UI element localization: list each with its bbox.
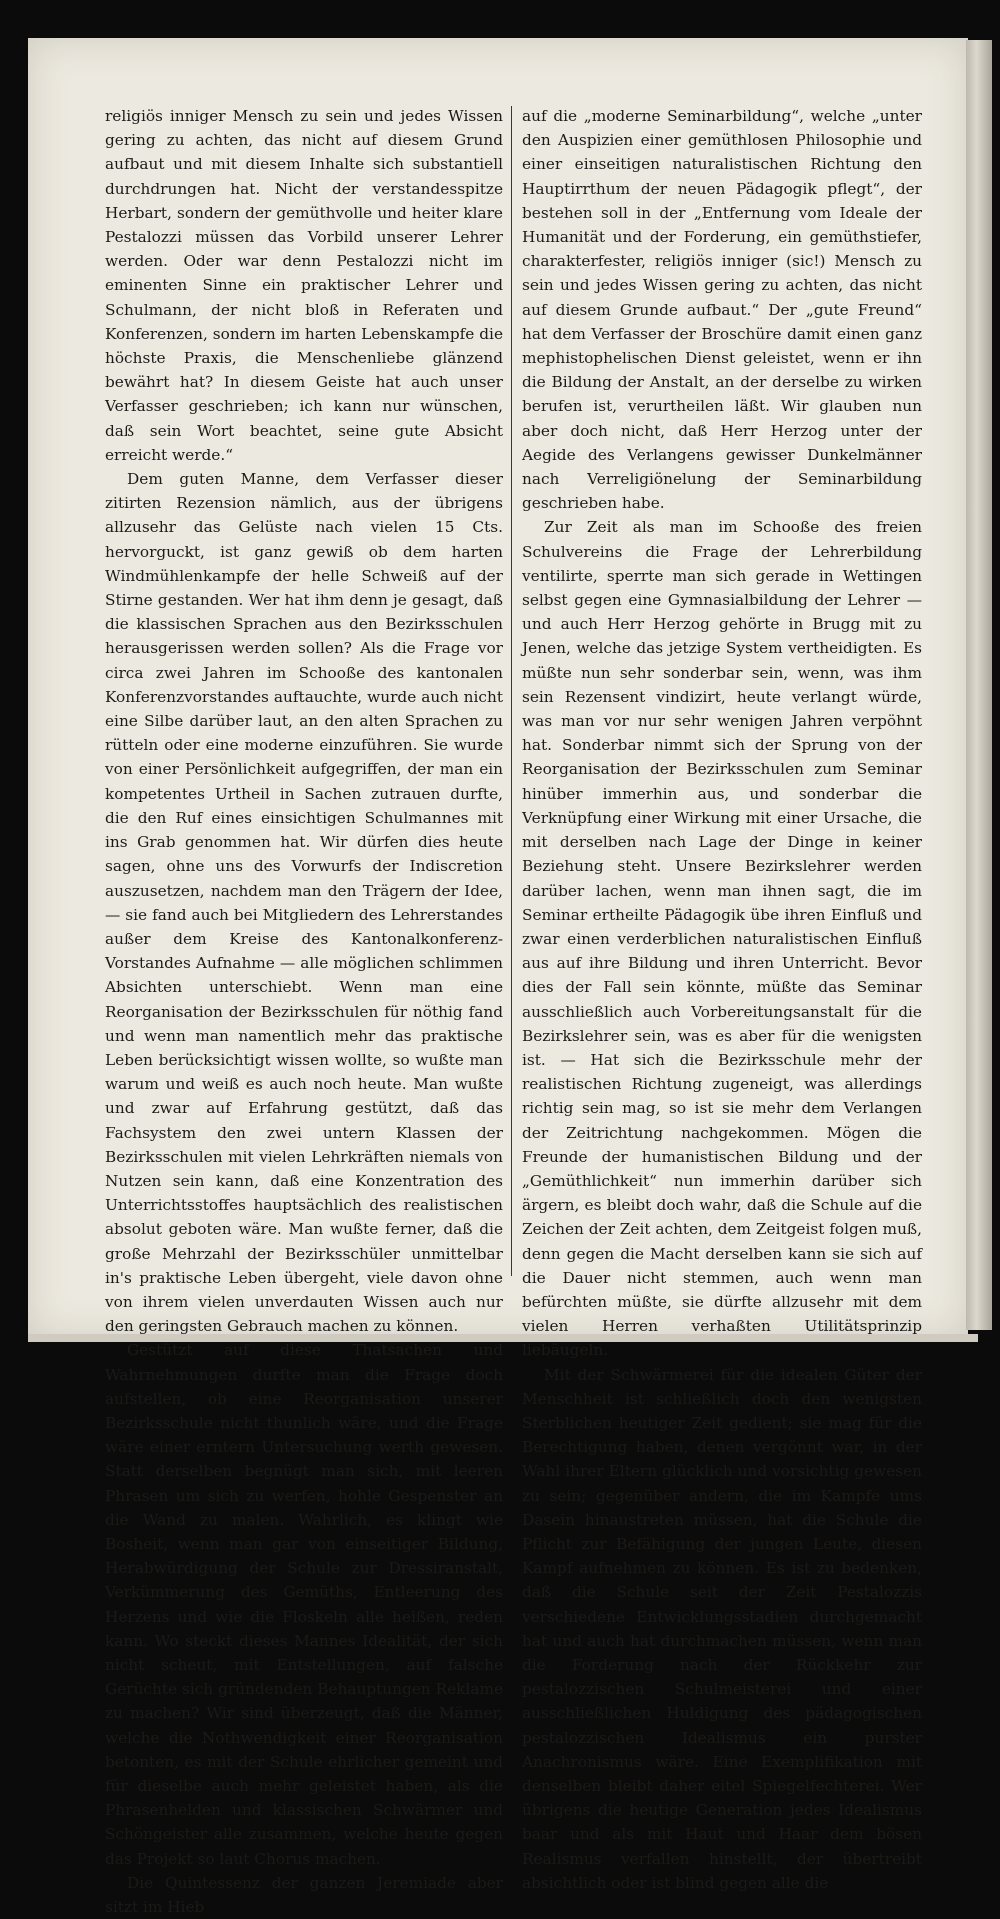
paragraph: Dem guten Manne, dem Verfasser dieser zitirten Rezension nämlich, aus der übrigens allzusehr das Gelüste nach vielen 15 Cts. hervorguckt, ist ganz gewiß ob dem harten Windmühlenkampfe der helle Schweiß auf der Stirne gestanden. Wer hat ihm denn je gesagt, daß die klassischen Sprachen aus den Bezirksschulen herausgerissen werden sollen? Als die Frage vor circa zwei Jahren im Schooße des kantonalen Konferenzvorstandes auftauchte, wurde auch nicht eine Silbe darüber laut, an den alten Sprachen zu rütteln oder eine moderne einzuführen. Sie wurde von einer Persönlichkeit aufgegriffen, der man ein kompetentes Urtheil in Sachen zutrauen durfte, die den Ruf eines einsichtigen Schulmannes mit ins Grab genommen hat. Wir dürfen dies heute sagen, ohne uns des Vorwurfs der Indiscretion auszusetzen, nachdem man den Trägern der Idee, — sie fand auch bei Mitgliedern des Lehrerstandes außer dem Kreise des Kantonalkonferenz-Vorstandes Aufnahme — alle möglichen schlimmen Absichten unterschiebt. Wenn man eine Reorganisation der Bezirksschulen für nöthig fand und wenn man namentlich mehr das praktische Leben berücksichtigt wissen wollte, so wußte man warum und weiß es auch noch heute. Man wußte und zwar auf Erfahrung gestützt, daß das Fachsystem den zwei untern Klassen der Bezirksschulen mit vielen Lehrkräften niemals von Nutzen sein kann, daß eine Konzentration des Unterrichtsstoffes hauptsächlich des realistischen absolut geboten wäre. Man wußte ferner, daß die große Mehrzahl der Bezirksschüler unmittelbar in's praktische Leben übergeht, viele davon ohne von ihrem vielen unverdauten Wissen auch nur den geringsten Gebrauch machen zu können. <box>105 470 503 1336</box>
text-column-left <box>105 104 503 1919</box>
adjacent-page-edge <box>966 40 992 1330</box>
paragraph: religiös inniger Mensch zu sein und jedes Wissen gering zu achten, das nicht auf diesem Grund aufbaut und mit diesem Inhalte sich substantiell durchdrungen hat. Nicht der verstandesspitze Herbart, sondern der gemüthvolle und heiter klare Pestalozzi müssen das Vorbild unserer Lehrer werden. Oder war denn Pestalozzi nicht im eminenten Sinne ein praktischer Lehrer und Schulmann, der nicht bloß in Referaten und Konferenzen, sondern im harten Lebenskampfe die höchste Praxis, die Menschenliebe glänzend bewährt hat? In diesem Geiste hat auch unser Verfasser geschrieben; ich kann nur wünschen, daß sein Wort beachtet, seine gute Absicht erreicht werde.“ <box>105 107 503 464</box>
column-divider <box>511 106 512 1276</box>
paragraph: Mit der Schwärmerei für die idealen Güter der Menschheit ist schließlich doch den wenigsten Sterblichen heutiger Zeit gedient; sie mag für die Berechtigung haben, denen vergönnt war, in der Wahl ihrer Eltern glücklich und vorsichtig gewesen zu sein; gegenüber andern, die im Kampfe ums Dasein hinaustreten müssen, hat die Schule die Pflicht zur Befähigung der jungen Leute, diesen Kampf aufnehmen zu können. Es ist zu bedenken, daß die Schule seit der Zeit Pestalozzis verschiedene Entwicklungsstadien durchgemacht hat und auch hat durchmachen müssen, wenn man die Forderung nach der Rückkehr zur pestalozzischen Schulmeisterei und einer ausschließlichen Huldigung des pädagogischen pestalozzischen Idealismus ein purster Anachronismus wäre. Eine Exemplifikation mit denselben bleibt daher eitel Spiegelfechterei. Wer übrigens die heutige Generation jedes Idealismus baar und als mit Haut und Haar dem bösen Realismus verfallen hinstellt, der übertreibt absichtlich oder ist blind gegen alle die <box>522 1365 922 1892</box>
paragraph: Zur Zeit als man im Schooße des freien Schulvereins die Frage der Lehrerbildung ventilirte, sperrte man sich gerade in Wettingen selbst gegen eine Gymnasialbildung der Lehrer — und auch Herr Herzog gehörte in Brugg mit zu Jenen, welche das jetzige System vertheidigten. Es müßte nun sehr sonderbar sein, wenn, was ihm sein Rezensent vindizirt, heute verlangt würde, was man vor nur sehr wenigen Jahren verpöhnt hat. Sonderbar nimmt sich der Sprung von der Reorganisation der Bezirksschulen zum Seminar hinüber immerhin aus, und sonderbar die Verknüpfung einer Wirkung mit einer Ursache, die mit derselben nach Lage der Dinge in keiner Beziehung steht. Unsere Bezirkslehrer werden darüber lachen, wenn man ihnen sagt, die im Seminar ertheilte Pädagogik übe ihren Einfluß und zwar einen verderblichen naturalistischen Einfluß aus auf ihre Bildung und ihren Unterricht. Bevor dies der Fall sein könnte, müßte das Seminar ausschließlich auch Vorbereitungsanstalt für die Bezirkslehrer sein, was es aber für die wenigsten ist. — Hat sich die Bezirksschule mehr der realistischen Richtung zugeneigt, was allerdings richtig sein mag, so ist sie mehr dem Verlangen der Zeitrichtung nachgekommen. Mögen die Freunde der humanistischen Bildung und der „Gemüthlichkeit“ nun immerhin darüber sich ärgern, es bleibt doch wahr, daß die Schule auf die Zeichen der Zeit achten, dem Zeitgeist folgen muß, denn gegen die Macht derselben kann sie sich auf die Dauer nicht stemmen, auch wenn man befürchten müßte, sie dürfte allzusehr mit dem vielen Herren verhaßten Utilitätsprinzip liebäugeln. <box>522 518 922 1360</box>
paragraph: Gestützt auf diese Thatsachen und Wahrnehmungen durfte man die Frage doch aufstellen, ob eine Reorganisation unserer Bezirksschule nicht thunlich wäre, und die Frage wäre einer erntern Untersuchung werth gewesen. Statt derselben begnügt man sich, mit leeren Phrasen um sich zu werfen, hohle Gespenster an die Wand zu malen. Wahrlich, es klingt wie Bosheit, wenn man gar von einseitiger Bildung, Herabwürdigung der Schule zur Dressiranstalt, Verkümmerung des Gemüths, Entleerung des Herzens und wie die Floskeln alle heißen, reden kann. Wo steckt dieses Mannes Idealität, der sich nicht scheut, mit Entstellungen, auf falsche Gerüchte sich gründenden Behauptungen Reklame zu machen? Wir sind überzeugt, daß die Männer, welche die Nothwendigkeit einer Reorganisation betonten, es mit der Schule ehrlicher gemeint und für dieselbe auch mehr geleistet haben, als die Phrasenhelden und klassischen Schwärmer und Schöngeister alle zusammen, welche heute gegen das Projekt so laut Chorus machen. <box>105 1341 503 1868</box>
paragraph: auf die „moderne Seminarbildung“, welche „unter den Auspizien einer gemüthlosen Philosophie und einer einseitigen naturalistischen Richtung den Hauptirrthum der neuen Pädagogik pflegt“, der bestehen soll in der „Entfernung vom Ideale der Humanität und der Forderung, ein gemüthstiefer, charakterfester, religiös inniger (sic!) Mensch zu sein und jedes Wissen gering zu achten, das nicht auf diesem Grunde aufbaut.“ Der „gute Freund“ hat dem Verfasser der Broschüre damit einen ganz mephistophelischen Dienst geleistet, wenn er ihn die Bildung der Anstalt, an der derselbe zu wirken berufen ist, verurtheilen läßt. Wir glauben nun aber doch nicht, daß Herr Herzog unter der Aegide des Verlangens gewisser Dunkelmänner nach Verreligiönelung der Seminarbildung geschrieben habe. <box>522 107 922 513</box>
paragraph: Die Quintessenz der ganzen Jeremiade aber sitzt im Hieb <box>105 1873 503 1917</box>
text-column-right <box>522 104 922 1895</box>
